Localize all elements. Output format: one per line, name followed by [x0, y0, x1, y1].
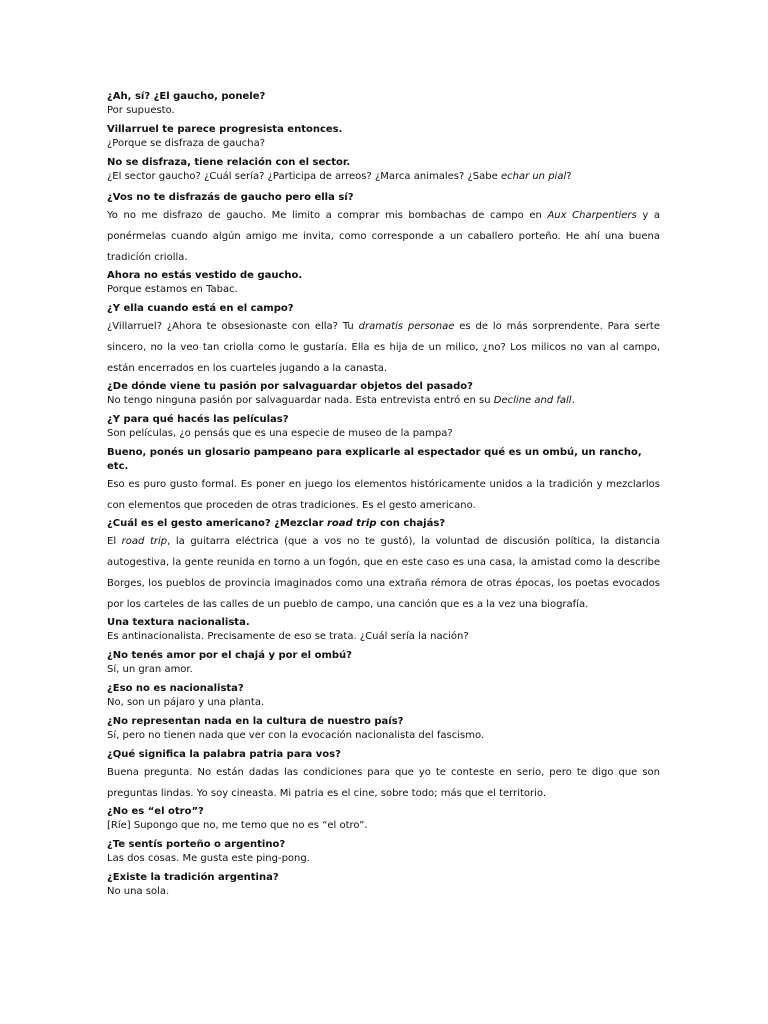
answer: El road trip, la guitarra eléctrica (que a vos no te gustó), la voluntad de discusión política, la distancia autogestiva, la gente reunida en torno a un fogón, que en este caso es una casa, la amistad como la describe Borges, los pueblos de provincia imaginados como una extraña rémora de otras épocas, los poetas evocados por los carteles de las calles de un pueblo de campo, una canción que es a la vez una biografía.: [107, 536, 661, 610]
question: ¿De dónde viene tu pasión por salvaguardar objetos del pasado?: [107, 381, 473, 392]
qa-block: [107, 517, 660, 615]
question: ¿Y ella cuando está en el campo?: [107, 303, 294, 314]
question: ¿Ah, sí? ¿El gaucho, ponele?: [107, 91, 266, 102]
question: ¿Y para qué hacés las películas?: [107, 414, 289, 425]
answer: Buena pregunta. No están dadas las condiciones para que yo te conteste en serio, pero te digo que son preguntas lindas. Yo soy cineasta. Mi patria es el cine, sobre todo; más que el territorio.: [107, 767, 660, 799]
qa-block: [107, 838, 660, 866]
question: Villarruel te parece progresista entonces.: [107, 124, 343, 135]
question: No se disfraza, tiene relación con el sector.: [107, 157, 351, 168]
question: ¿No tenés amor por el chajá y por el ombú?: [107, 650, 352, 661]
question: ¿Eso no es nacionalista?: [107, 683, 244, 694]
qa-block: [107, 302, 660, 379]
qa-block: [107, 191, 660, 268]
qa-block: [107, 871, 660, 899]
question: Bueno, ponés un glosario pampeano para explicarle al espectador qué es un ombú, un rancho, etc.: [107, 447, 642, 472]
qa-block: [107, 413, 660, 441]
qa-block: [107, 156, 660, 184]
answer: ¿Villarruel? ¿Ahora te obsesionaste con ella? Tu dramatis personae es de lo más sorprendente. Para serte sincero, no la veo tan criolla como le gustaría. Ella es hija de un milico, ¿no? Los milicos no van al campo, están encerrados en los cuarteles jugando a la canasta.: [107, 321, 660, 374]
answer: No una sola.: [107, 886, 170, 897]
qa-block: [107, 90, 660, 118]
answer: Eso es puro gusto formal. Es poner en juego los elementos históricamente unidos a la tradición y mezclarlos con elementos que proceden de otras tradiciones. Es el gesto americano.: [107, 479, 660, 511]
answer: Son películas, ¿o pensás que es una especie de museo de la pampa?: [107, 428, 453, 439]
qa-block: [107, 123, 660, 151]
answer: Por supuesto.: [107, 105, 175, 116]
qa-block: [107, 805, 660, 833]
question: ¿No es “el otro”?: [107, 806, 204, 817]
question: ¿Te sentís porteño o argentino?: [107, 839, 286, 850]
answer: Es antinacionalista. Precisamente de eso se trata. ¿Cuál sería la nación?: [107, 631, 469, 642]
question: Ahora no estás vestido de gaucho.: [107, 270, 303, 281]
question: ¿Cuál es el gesto americano? ¿Mezclar road trip con chajás?: [107, 518, 446, 529]
qa-block: [107, 446, 660, 516]
qa-block: [107, 649, 660, 677]
question: ¿No representan nada en la cultura de nuestro país?: [107, 716, 404, 727]
qa-block: [107, 616, 660, 644]
answer: [Ríe] Supongo que no, me temo que no es “el otro”.: [107, 820, 368, 831]
qa-block: [107, 748, 660, 804]
question: ¿Vos no te disfrazás de gaucho pero ella sí?: [107, 192, 354, 203]
answer: ¿Porque se disfraza de gaucha?: [107, 138, 266, 149]
qa-block: [107, 269, 660, 297]
answer: Porque estamos en Tabac.: [107, 284, 238, 295]
answer: Yo no me disfrazo de gaucho. Me limito a comprar mis bombachas de campo en Aux Charpentiers y a ponérmelas cuando algún amigo me invita, como corresponde a un caballero porteño. He ahí una buena tradición criolla.: [107, 210, 660, 263]
qa-block: [107, 715, 660, 743]
qa-block: [107, 380, 660, 408]
question: ¿Existe la tradición argentina?: [107, 872, 279, 883]
answer: Sí, un gran amor.: [107, 664, 193, 675]
question: Una textura nacionalista.: [107, 617, 250, 628]
answer: ¿El sector gaucho? ¿Cuál sería? ¿Participa de arreos? ¿Marca animales? ¿Sabe echar un pial?: [107, 171, 572, 182]
answer: Las dos cosas. Me gusta este ping-pong.: [107, 853, 310, 864]
answer: No tengo ninguna pasión por salvaguardar nada. Esta entrevista entró en su Decline and fall.: [107, 395, 575, 406]
document-body: [107, 90, 660, 899]
qa-block: [107, 682, 660, 710]
answer: No, son un pájaro y una planta.: [107, 697, 265, 708]
question: ¿Qué significa la palabra patria para vos?: [107, 749, 341, 760]
answer: Sí, pero no tienen nada que ver con la evocación nacionalista del fascismo.: [107, 730, 485, 741]
